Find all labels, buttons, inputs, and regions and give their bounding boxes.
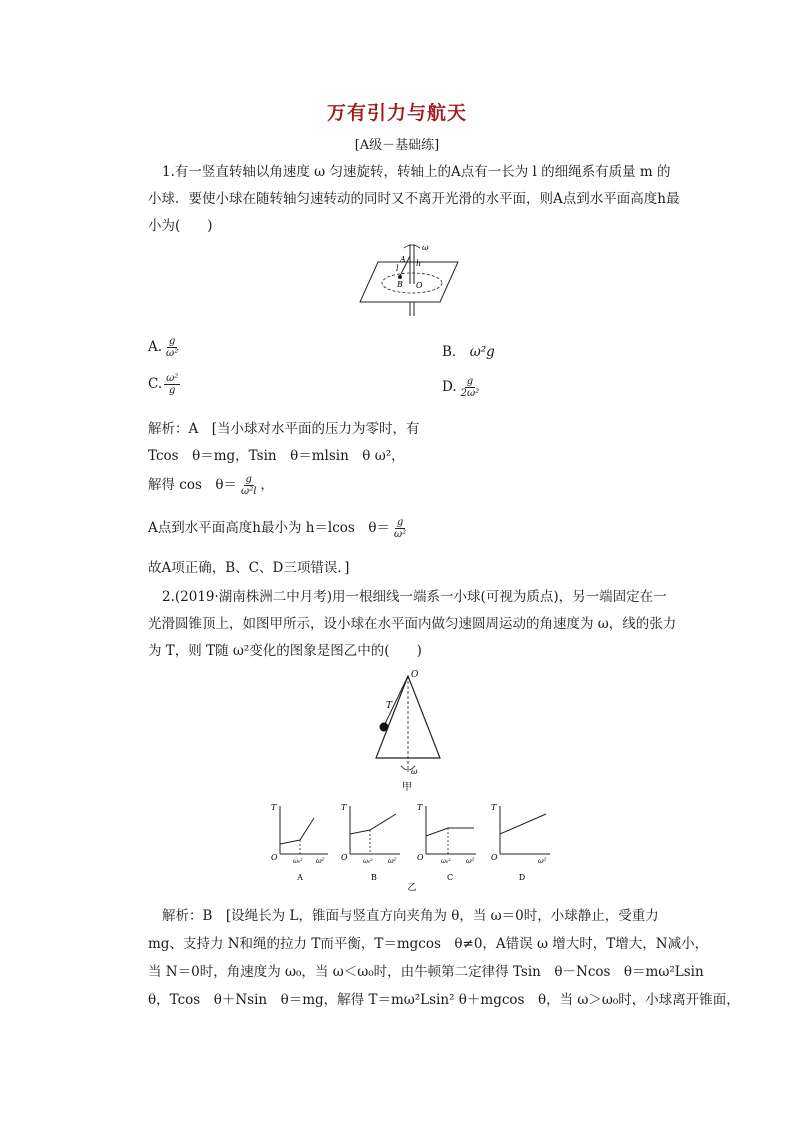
q1-solution-5: 故A项正确，B、C、D三项错误．] — [148, 560, 350, 576]
q1-fig-B: B — [397, 280, 403, 289]
section-subtitle: [A级－基础练] — [354, 138, 440, 153]
q2-fig-caption-jia: 甲 — [402, 782, 412, 793]
q1-line-2: 小球．要使小球在随转轴匀速转动的同时又不离开光滑的水平面，则A点到水平面高度h最 — [148, 191, 680, 207]
graph-c-x-tick: ω₀² — [441, 858, 451, 865]
q1-option-a: A. $\frac{g}{\text{ω²}}$ — [148, 336, 179, 359]
graph-d-x-label: ω² — [538, 857, 547, 865]
q2-fig-O: O — [411, 670, 419, 680]
q1-line-1: 1.有一竖直转轴以角速度 ω 匀速旋转，转轴上的A点有一长为 l 的细绳系有质量 m 的 — [162, 164, 671, 180]
q2-solution-3: 当 N＝0时，角速度为 ω₀，当 ω＜ω₀时，由牛顿第二定律得 Tsin θ－Ncos θ＝mω²Lsin — [148, 964, 704, 980]
q2-solution-1: 解析：B [设绳长为 L，锥面与竖直方向夹角为 θ，当 ω＝0时，小球静止，受重力 — [162, 908, 659, 924]
graph-c-caption: C — [446, 873, 454, 882]
graph-b-origin: O — [341, 853, 348, 862]
q2-line-1: 2.(2019·湖南株洲二中月考)用一根细线一端系一小球(可视为质点)，另一端固定在一 — [162, 589, 667, 605]
q1-solution-2: Tcos θ＝mg，Tsin θ＝mlsin θ ω²， — [148, 448, 405, 464]
graph-c-y-label: T — [417, 803, 423, 812]
graph-a — [271, 803, 328, 882]
graph-c — [417, 803, 476, 882]
graph-b-x-label: ω² — [388, 857, 397, 865]
q1-fig-l: l — [396, 264, 399, 273]
q1-option-b: B． ω²g — [442, 344, 495, 360]
graph-d-y-label: T — [491, 803, 497, 812]
q1-solution-4: A点到水平面高度h最小为 h＝lcos θ＝ $\frac{g}{\text{ω²}}$ — [148, 517, 407, 540]
page-title: 万有引力与航天 — [326, 102, 467, 124]
q1-solution-1: 解析：A [当小球对水平面的压力为零时，有 — [148, 421, 420, 437]
q1-fig-h: h — [416, 259, 422, 268]
q2-caption-yi: 乙 — [407, 883, 417, 892]
q1-fig-A: A — [400, 255, 406, 264]
graph-a-x-label: ω² — [316, 857, 325, 865]
graph-d-caption: D — [518, 873, 526, 882]
q2-line-3: 为 T，则 T随 ω²变化的图象是图乙中的( ) — [148, 643, 422, 659]
q1-line-3: 小为( ) — [148, 218, 213, 234]
q2-solution-2: mg、支持力 N和绳的拉力 T而平衡，T＝mgcos θ≠0，A错误 ω 增大时，T增大，N减小， — [148, 936, 709, 952]
graph-d — [491, 803, 550, 882]
graph-a-caption: A — [297, 873, 303, 882]
q1-fig-omega: ω — [422, 243, 429, 252]
graph-b-caption: B — [371, 873, 377, 882]
q1-option-c: C. $\frac{\text{ω²}}{g}$ — [148, 373, 179, 396]
graph-a-x-tick: ω₀² — [293, 858, 303, 865]
graph-c-origin: O — [417, 853, 424, 862]
q2-fig-T: T — [386, 701, 393, 711]
q1-figure — [356, 240, 466, 320]
q2-line-2: 光滑圆锥顶上，如图甲所示，设小球在水平面内做匀速圆周运动的角速度为 ω，线的张力 — [148, 616, 677, 632]
graph-b-y-label: T — [341, 803, 347, 812]
graph-b-x-tick: ω₀² — [363, 858, 373, 865]
q2-figure-jia — [368, 668, 448, 794]
q1-fig-O: O — [416, 281, 423, 290]
q2-solution-4: θ，Tcos θ＋Nsin θ＝mg，解得 T＝mω²Lsin² θ＋mgcos θ，当 ω＞ω₀时，小球离开锥面， — [148, 992, 740, 1008]
q2-graphs — [266, 796, 558, 892]
q2-fig-omega: ω — [411, 767, 418, 776]
graph-a-origin: O — [271, 853, 278, 862]
graph-c-x-label: ω² — [466, 857, 475, 865]
q1-solution-3: 解得 cos θ＝ $\frac{g}{\text{ω²l}}$ ， — [148, 474, 274, 497]
graph-d-origin: O — [491, 853, 498, 862]
graph-a-y-label: T — [271, 803, 277, 812]
graph-b — [341, 803, 400, 882]
q1-option-d: D. $\frac{g}{\text{2ω²}}$ — [442, 376, 480, 399]
